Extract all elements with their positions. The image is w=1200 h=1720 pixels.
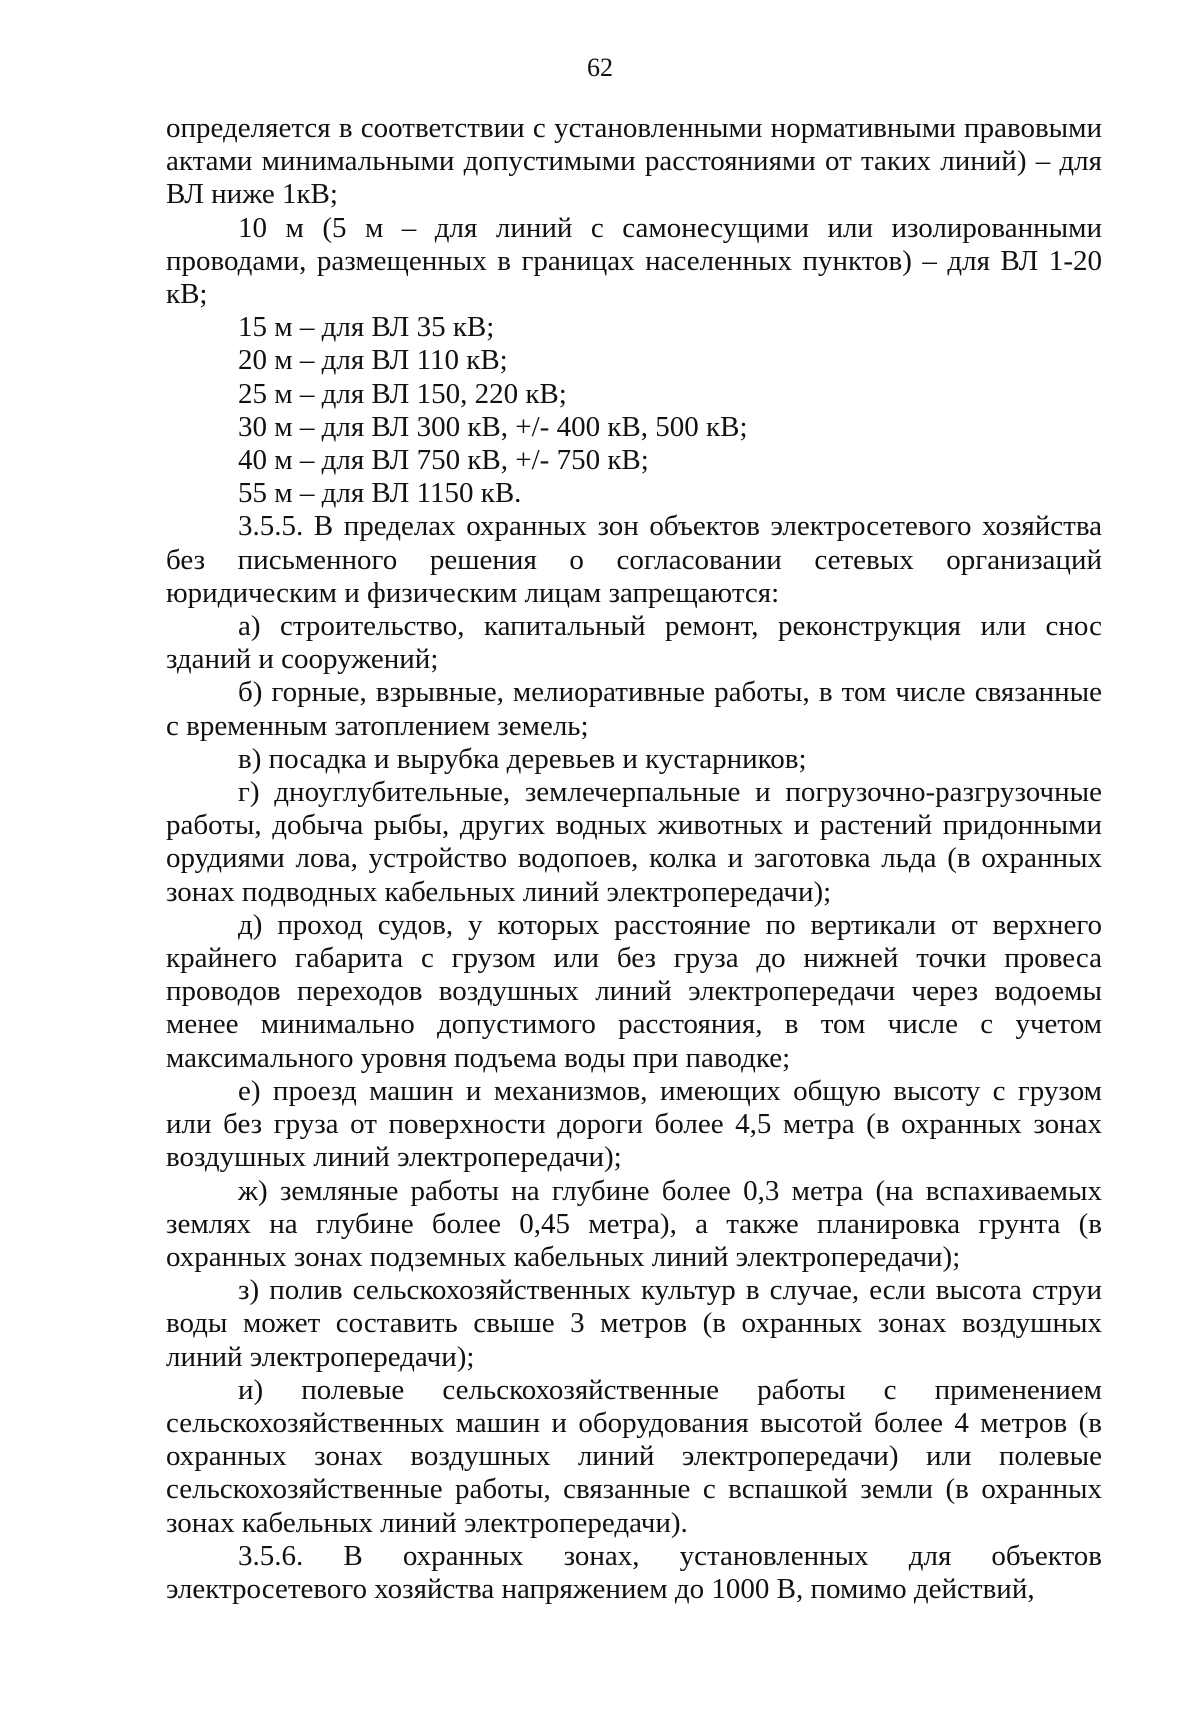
paragraph-distance-1150kv: 55 м – для ВЛ 1150 кВ.: [238, 477, 522, 510]
list-item-i: и) полевые сельскохозяйственные работы с применением сельскохозяйственных машин и оборудования высотой более 4 метров (в охранных зонах воздушных линий электропередачи) или полевые сельскохозяйственные работы, связанные с вспашкой земли (в охранных зонах кабельных линий электропередачи).: [166, 1373, 1102, 1539]
paragraph-distance-300-500kv: 30 м – для ВЛ 300 кВ, +/- 400 кВ, 500 кВ;: [238, 410, 748, 443]
list-item-z: з) полив сельскохозяйственных культур в случае, если высота струи воды может составить свыше 3 метров (в охранных зонах воздушных линий электропередачи);: [166, 1274, 1102, 1373]
paragraph-continuation: определяется в соответствии с установленными нормативными правовыми актами минимальными допустимыми расстояниями от таких линий) – для ВЛ ниже 1кВ;: [166, 112, 1102, 211]
list-item-b: б) горные, взрывные, мелиоративные работы, в том числе связанные с временным затоплением земель;: [166, 676, 1102, 742]
list-item-g: г) дноуглубительные, землечерпальные и погрузочно-разгрузочные работы, добыча рыбы, других водных животных и растений придонными орудиями лова, устройство водопоев, колка и заготовка льда (в охранных зонах подводных кабельных линий электропередачи);: [166, 776, 1102, 908]
paragraph-distance-1-20kv: 10 м (5 м – для линий с самонесущими или изолированными проводами, размещенных в границах населенных пунктов) – для ВЛ 1-20 кВ;: [166, 211, 1102, 311]
paragraph-distance-150-220kv: 25 м – для ВЛ 150, 220 кВ;: [238, 377, 567, 410]
list-item-a: а) строительство, капитальный ремонт, реконструкция или снос зданий и сооружений;: [166, 610, 1102, 676]
paragraph-section-3-5-5: 3.5.5. В пределах охранных зон объектов электросетевого хозяйства без письменного решения о согласовании сетевых организаций юридическим и физическим лицам запрещаются:: [166, 510, 1102, 609]
page-number: 62: [587, 53, 613, 82]
list-item-e: е) проезд машин и механизмов, имеющих общую высоту с грузом или без груза от поверхности дороги более 4,5 метра (в охранных зонах воздушных линий электропередачи);: [166, 1074, 1102, 1174]
document-body: [166, 112, 1102, 1606]
paragraph-distance-750kv: 40 м – для ВЛ 750 кВ, +/- 750 кВ;: [238, 444, 649, 477]
paragraph-distance-35kv: 15 м – для ВЛ 35 кВ;: [238, 311, 495, 344]
list-item-d: д) проход судов, у которых расстояние по вертикали от верхнего крайнего габарита с грузом или без груза до нижней точки провеса проводов переходов воздушных линий электропередачи через водоемы менее минимально допустимого расстояния, в том числе с учетом максимального уровня подъема воды при паводке;: [166, 908, 1102, 1074]
paragraph-distance-110kv: 20 м – для ВЛ 110 кВ;: [238, 344, 508, 377]
list-item-zh: ж) земляные работы на глубине более 0,3 метра (на вспахиваемых землях на глубине более 0,45 метра), а также планировка грунта (в охранных зонах подземных кабельных линий электропередачи);: [166, 1174, 1102, 1273]
list-item-v: в) посадка и вырубка деревьев и кустарников;: [238, 742, 807, 775]
paragraph-section-3-5-6: 3.5.6. В охранных зонах, установленных для объектов электросетевого хозяйства напряжением до 1000 В, помимо действий,: [166, 1539, 1102, 1605]
